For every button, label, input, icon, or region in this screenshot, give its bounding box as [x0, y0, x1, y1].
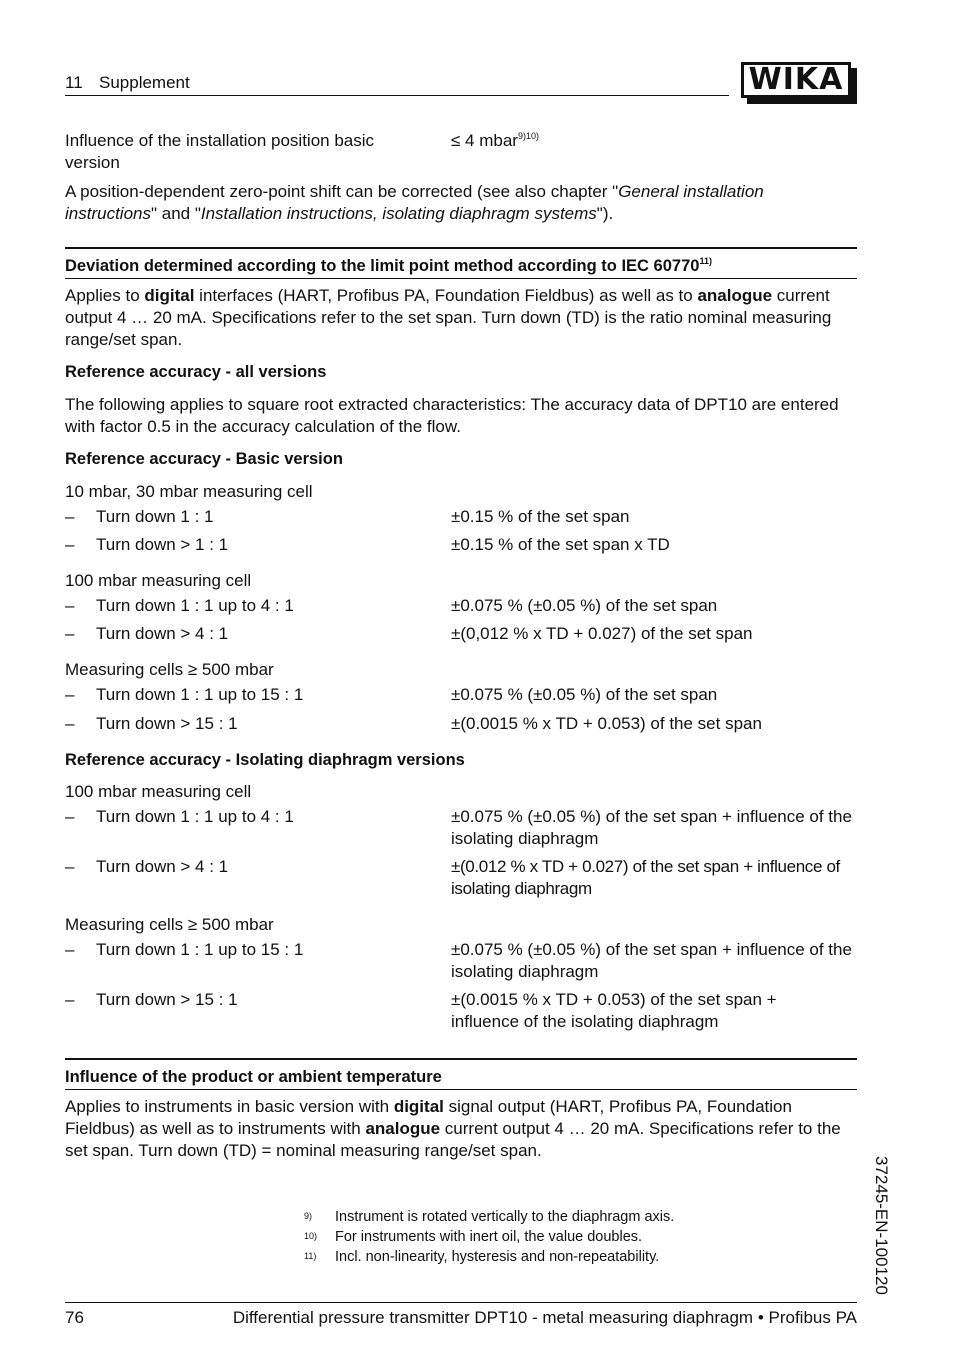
row-label: Turn down > 4 : 1 [96, 857, 229, 876]
temp-text-1: Applies to instruments in basic version with [65, 1097, 394, 1116]
row-label: Turn down > 15 : 1 [96, 714, 238, 733]
footer-title: Differential pressure transmitter DPT10 - metal measuring diaphragm • Profibus PA [232, 1308, 857, 1327]
section-number: 11 [65, 73, 83, 92]
list-dash: – [65, 714, 75, 733]
install-position-label: Influence of the installation position basic version [65, 131, 375, 172]
row-value: ±0.075 % (±0.05 %) of the set span [451, 596, 718, 615]
row-label: Turn down 1 : 1 up to 4 : 1 [96, 807, 294, 826]
footnote-text: For instruments with inert oil, the value doubles. [335, 1229, 643, 1245]
wika-logo: WIKA [741, 62, 851, 98]
temp-text-3: current output 4 … 20 mA. Specifications refer to the set span. Turn down (TD) = nominal measuring range/set span. [65, 1119, 841, 1160]
note-italic-1: General installation instructions [65, 182, 764, 223]
footnote-text: Instrument is rotated vertically to the diaphragm axis. [335, 1209, 675, 1225]
temp-bold-2: analogue [365, 1119, 441, 1138]
row-label: Turn down 1 : 1 up to 4 : 1 [96, 596, 294, 615]
row-value: ±0.15 % of the set span x TD [451, 535, 670, 554]
temperature-bottom-rule [65, 1089, 857, 1090]
row-value: ±(0.0015 % x TD + 0.053) of the set span [451, 714, 762, 733]
ref-all-heading: Reference accuracy - all versions [65, 363, 327, 381]
deviation-top-rule [65, 247, 857, 249]
row-label: Turn down 1 : 1 [96, 507, 214, 526]
list-dash: – [65, 685, 75, 704]
install-position-footnote-ref: 9)10) [517, 131, 539, 141]
intro-text-2: interfaces (HART, Profibus PA, Foundation Fieldbus) as well as to [194, 286, 698, 305]
footer-rule [65, 1302, 857, 1303]
list-dash: – [65, 535, 75, 554]
row-label: Turn down > 15 : 1 [96, 990, 238, 1009]
temperature-text [65, 1096, 857, 1162]
list-dash: – [65, 857, 75, 876]
row-label: Turn down > 4 : 1 [96, 624, 229, 643]
page-number: 76 [65, 1308, 84, 1327]
row-label: Turn down > 1 : 1 [96, 535, 229, 554]
row-value: ±(0.012 % x TD + 0.027) of the set span + influence of isolating diaphragm [451, 857, 840, 898]
iso-group-title: Measuring cells ≥ 500 mbar [65, 915, 274, 934]
temperature-heading: Influence of the product or ambient temperature [65, 1068, 442, 1086]
temp-text-2: signal output (HART, Profibus PA, Foundation Fieldbus) as well as to instruments with [65, 1097, 792, 1138]
row-value: ±0.075 % (±0.05 %) of the set span [451, 685, 718, 704]
row-value: ±0.075 % (±0.05 %) of the set span + influence of the isolating diaphragm [451, 807, 852, 848]
note-text-2: " and " [150, 204, 201, 223]
deviation-heading [65, 255, 712, 277]
deviation-footnote-ref: 11) [699, 256, 712, 266]
row-value: ±0.15 % of the set span [451, 507, 630, 526]
row-value: ±(0.0015 % x TD + 0.053) of the set span + influence of the isolating diaphragm [451, 990, 777, 1031]
basic-group-title: 100 mbar measuring cell [65, 571, 252, 590]
footnote-number: 9) [304, 1211, 313, 1221]
row-value: ±0.075 % (±0.05 %) of the set span + influence of the isolating diaphragm [451, 940, 852, 981]
deviation-intro [65, 285, 857, 351]
intro-bold-1: digital [144, 286, 195, 305]
section-title: Supplement [99, 73, 190, 92]
list-dash: – [65, 940, 75, 959]
list-dash: – [65, 507, 75, 526]
temp-bold-1: digital [393, 1097, 444, 1116]
basic-group-title: Measuring cells ≥ 500 mbar [65, 660, 274, 679]
footnote-text: Incl. non-linearity, hysteresis and non-repeatability. [335, 1249, 660, 1265]
ref-iso-heading: Reference accuracy - Isolating diaphragm versions [65, 751, 465, 769]
note-text-3: "). [596, 204, 614, 223]
deviation-heading-text: Deviation determined according to the limit point method according to IEC 60770 [65, 257, 700, 275]
list-dash: – [65, 807, 75, 826]
note-italic-2: Installation instructions, isolating diaphragm systems [200, 204, 597, 223]
list-dash: – [65, 990, 75, 1009]
install-position-value [451, 130, 539, 152]
intro-text-3: current output 4 … 20 mA. Specifications refer to the set span. Turn down (TD) is the ratio nominal measuring range/set span. [65, 286, 832, 349]
footnote-number: 11) [304, 1251, 317, 1261]
install-position-value-text: ≤ 4 mbar [451, 131, 518, 150]
install-position-note [65, 181, 857, 225]
footnote-number: 10) [304, 1231, 318, 1241]
list-dash: – [65, 624, 75, 643]
row-label: Turn down 1 : 1 up to 15 : 1 [96, 940, 304, 959]
ref-basic-heading: Reference accuracy - Basic version [65, 450, 343, 468]
iso-group-title: 100 mbar measuring cell [65, 782, 252, 801]
note-text-1: A position-dependent zero-point shift can be corrected (see also chapter " [65, 182, 619, 201]
row-label: Turn down 1 : 1 up to 15 : 1 [96, 685, 304, 704]
temperature-top-rule [65, 1058, 857, 1060]
document-id: 37245-EN-100120 [872, 1156, 891, 1295]
row-value: ±(0,012 % x TD + 0.027) of the set span [451, 624, 753, 643]
header-rule [65, 95, 729, 96]
intro-bold-2: analogue [697, 286, 773, 305]
intro-text-1: Applies to [65, 286, 145, 305]
deviation-bottom-rule [65, 278, 857, 279]
list-dash: – [65, 596, 75, 615]
ref-all-text: The following applies to square root extracted characteristics: The accuracy data of DPT10 are entered with factor 0.5 in the accuracy calculation of the flow. [65, 395, 839, 436]
basic-group-title: 10 mbar, 30 mbar measuring cell [65, 482, 313, 501]
